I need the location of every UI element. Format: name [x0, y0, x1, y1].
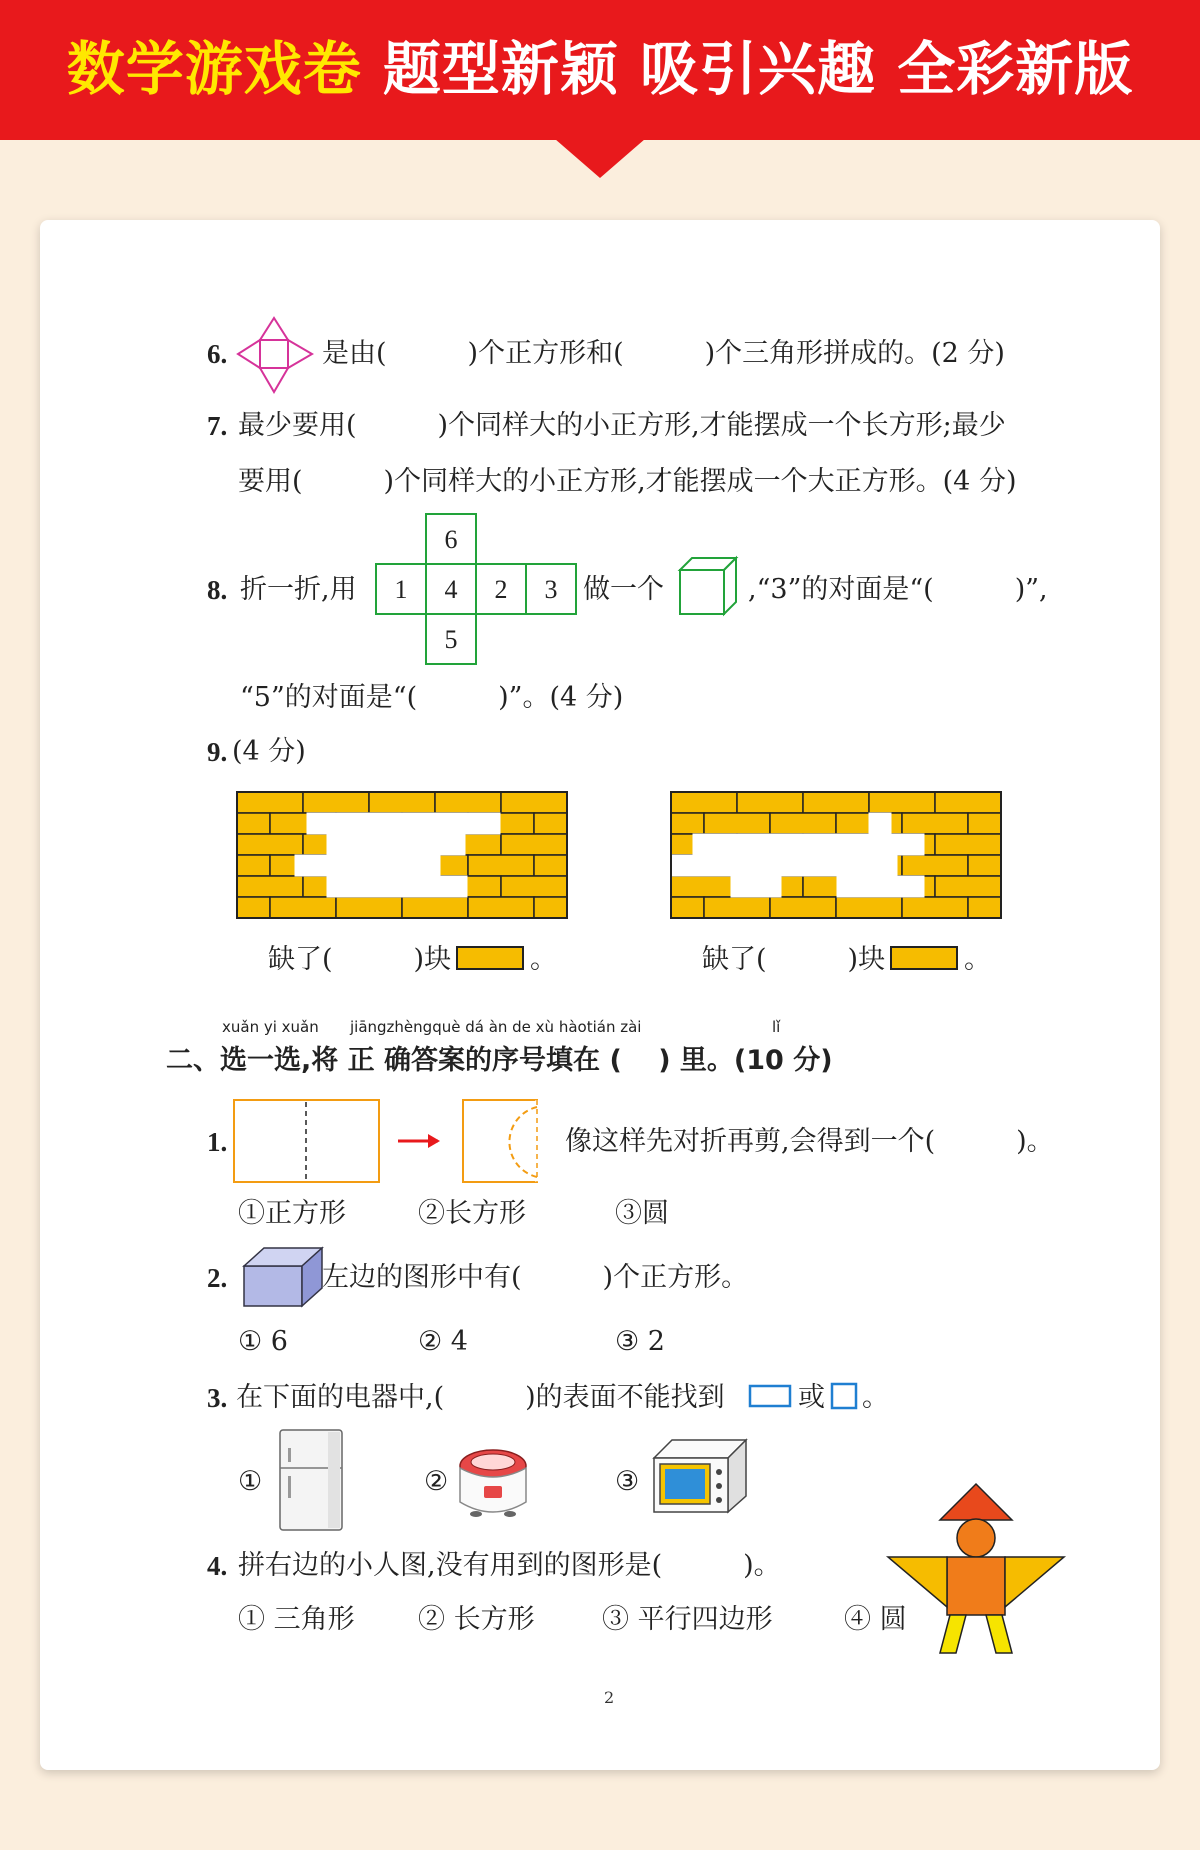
brick — [671, 792, 737, 813]
c1-opt3: ③圆 — [615, 1198, 669, 1229]
brick — [968, 897, 1001, 918]
q8-number: 8. — [207, 575, 228, 605]
c2-cuboid-figure — [242, 1244, 327, 1309]
brick — [704, 897, 770, 918]
brick — [704, 813, 770, 834]
brick — [671, 813, 704, 834]
c3-opt3: ③ — [615, 1466, 640, 1497]
net-face-bottom: 5 — [444, 625, 458, 654]
net-face-top: 6 — [444, 525, 458, 554]
brick — [237, 855, 270, 876]
c2-text: 左边的图形中有( )个正方形。 — [322, 1262, 749, 1293]
brick — [671, 876, 737, 897]
net-face-right2: 3 — [544, 575, 558, 604]
c3-or: 或 — [798, 1382, 825, 1413]
c4-text: 拼右边的小人图,没有用到的图形是( )。 — [238, 1550, 781, 1581]
c1-opt2: ②长方形 — [418, 1198, 526, 1229]
c4-opt3: ③ 平行四边形 — [602, 1604, 773, 1635]
brick-icon-right — [890, 946, 960, 970]
c2-number: 2. — [207, 1263, 228, 1293]
q8-cube-icon — [678, 556, 740, 618]
brick — [902, 897, 968, 918]
brick — [534, 855, 567, 876]
c3-number: 3. — [207, 1383, 228, 1413]
brick — [501, 834, 567, 855]
brick — [869, 792, 935, 813]
banner-title-part2: 题型新颖 吸引兴趣 全彩新版 — [361, 35, 1134, 103]
c3-opt1: ① — [238, 1466, 263, 1497]
c1-text: 像这样先对折再剪,会得到一个( )。 — [565, 1126, 1054, 1157]
brick — [402, 897, 468, 918]
q6-square-star-figure — [236, 316, 316, 396]
section2-title: 二、选一选,将 正 确答案的序号填在 ( ) 里。(10 分) — [166, 1045, 833, 1076]
c2-opt2: ② 4 — [418, 1326, 468, 1357]
q9-points: (4 分) — [232, 736, 306, 767]
q9-caption-left: 缺了( )块 — [268, 944, 452, 975]
rice-cooker-image — [456, 1436, 530, 1526]
banner-title-part1: 数学游戏卷 — [66, 35, 362, 103]
c2-opt1: ① 6 — [238, 1326, 288, 1357]
c1-fold-cut-figure — [233, 1099, 553, 1185]
shape-robot-figure — [886, 1484, 1066, 1656]
c3-opt2: ② — [424, 1466, 449, 1497]
q7-line1: 最少要用( )个同样大的小正方形,才能摆成一个长方形;最少 — [238, 410, 1006, 441]
pinyin-xuanyixuan: xuǎn yi xuǎn — [222, 1018, 319, 1036]
microwave-image — [650, 1436, 750, 1516]
q8-line2: “5”的对面是“( )”。(4 分) — [240, 682, 624, 713]
brick — [237, 792, 303, 813]
brick — [968, 855, 1001, 876]
brick — [270, 897, 336, 918]
net-face-left: 1 — [394, 575, 408, 604]
q8-cube-net — [376, 514, 576, 664]
brick — [671, 897, 704, 918]
c3-rectangle-icon — [748, 1384, 794, 1410]
brick — [336, 897, 402, 918]
page-number: 2 — [604, 1688, 615, 1707]
banner-title — [0, 22, 1200, 106]
brick-wall-left — [235, 790, 569, 920]
brick — [935, 876, 1001, 897]
pinyin-li: lǐ — [772, 1018, 781, 1036]
q9-end-right: 。 — [964, 944, 991, 975]
brick — [737, 792, 803, 813]
brick-icon-left — [456, 946, 526, 970]
brick — [435, 792, 501, 813]
c1-number: 1. — [207, 1127, 228, 1157]
brick — [237, 897, 270, 918]
brick — [968, 813, 1001, 834]
c2-opt3: ③ 2 — [615, 1326, 665, 1357]
brick — [803, 792, 869, 813]
brick — [902, 813, 968, 834]
q9-caption-right: 缺了( )块 — [702, 944, 886, 975]
c4-number: 4. — [207, 1551, 228, 1581]
c3-text: 在下面的电器中,( )的表面不能找到 — [236, 1382, 725, 1413]
brick — [468, 855, 534, 876]
brick — [935, 792, 1001, 813]
brick — [770, 897, 836, 918]
q6-text: 是由( )个正方形和( )个三角形拼成的。(2 分) — [322, 338, 1005, 369]
q9-end-left: 。 — [530, 944, 557, 975]
brick — [935, 834, 1001, 855]
brick — [836, 897, 902, 918]
net-face-center: 4 — [444, 575, 458, 604]
c4-opt1: ① 三角形 — [238, 1604, 355, 1635]
q8-prefix: 折一折,用 — [240, 574, 357, 605]
brick — [501, 792, 567, 813]
net-face-right1: 2 — [494, 575, 508, 604]
brick — [770, 813, 836, 834]
q8-middle: 做一个 — [583, 574, 664, 605]
brick-wall-right — [669, 790, 1003, 920]
brick — [501, 876, 567, 897]
c1-opt1: ①正方形 — [238, 1198, 346, 1229]
q7-number: 7. — [207, 411, 228, 441]
brick — [468, 897, 534, 918]
brick — [237, 834, 303, 855]
q8-suffix: ,“3”的对面是“( )”, — [748, 574, 1048, 605]
pinyin-main: jiāngzhèngquè dá àn de xù hàotián zài — [350, 1018, 642, 1036]
brick — [237, 876, 303, 897]
brick — [902, 855, 968, 876]
c4-opt4: ④ 圆 — [844, 1604, 907, 1635]
q6-number: 6. — [207, 339, 228, 369]
q7-line2: 要用( )个同样大的小正方形,才能摆成一个大正方形。(4 分) — [238, 466, 1017, 497]
q9-number: 9. — [207, 737, 228, 767]
brick — [369, 792, 435, 813]
brick — [303, 792, 369, 813]
c3-end: 。 — [862, 1382, 889, 1413]
c4-opt2: ② 长方形 — [418, 1604, 535, 1635]
brick — [237, 813, 270, 834]
fridge-image — [278, 1428, 346, 1533]
brick — [534, 813, 567, 834]
c3-square-icon — [830, 1382, 860, 1412]
brick — [534, 897, 567, 918]
